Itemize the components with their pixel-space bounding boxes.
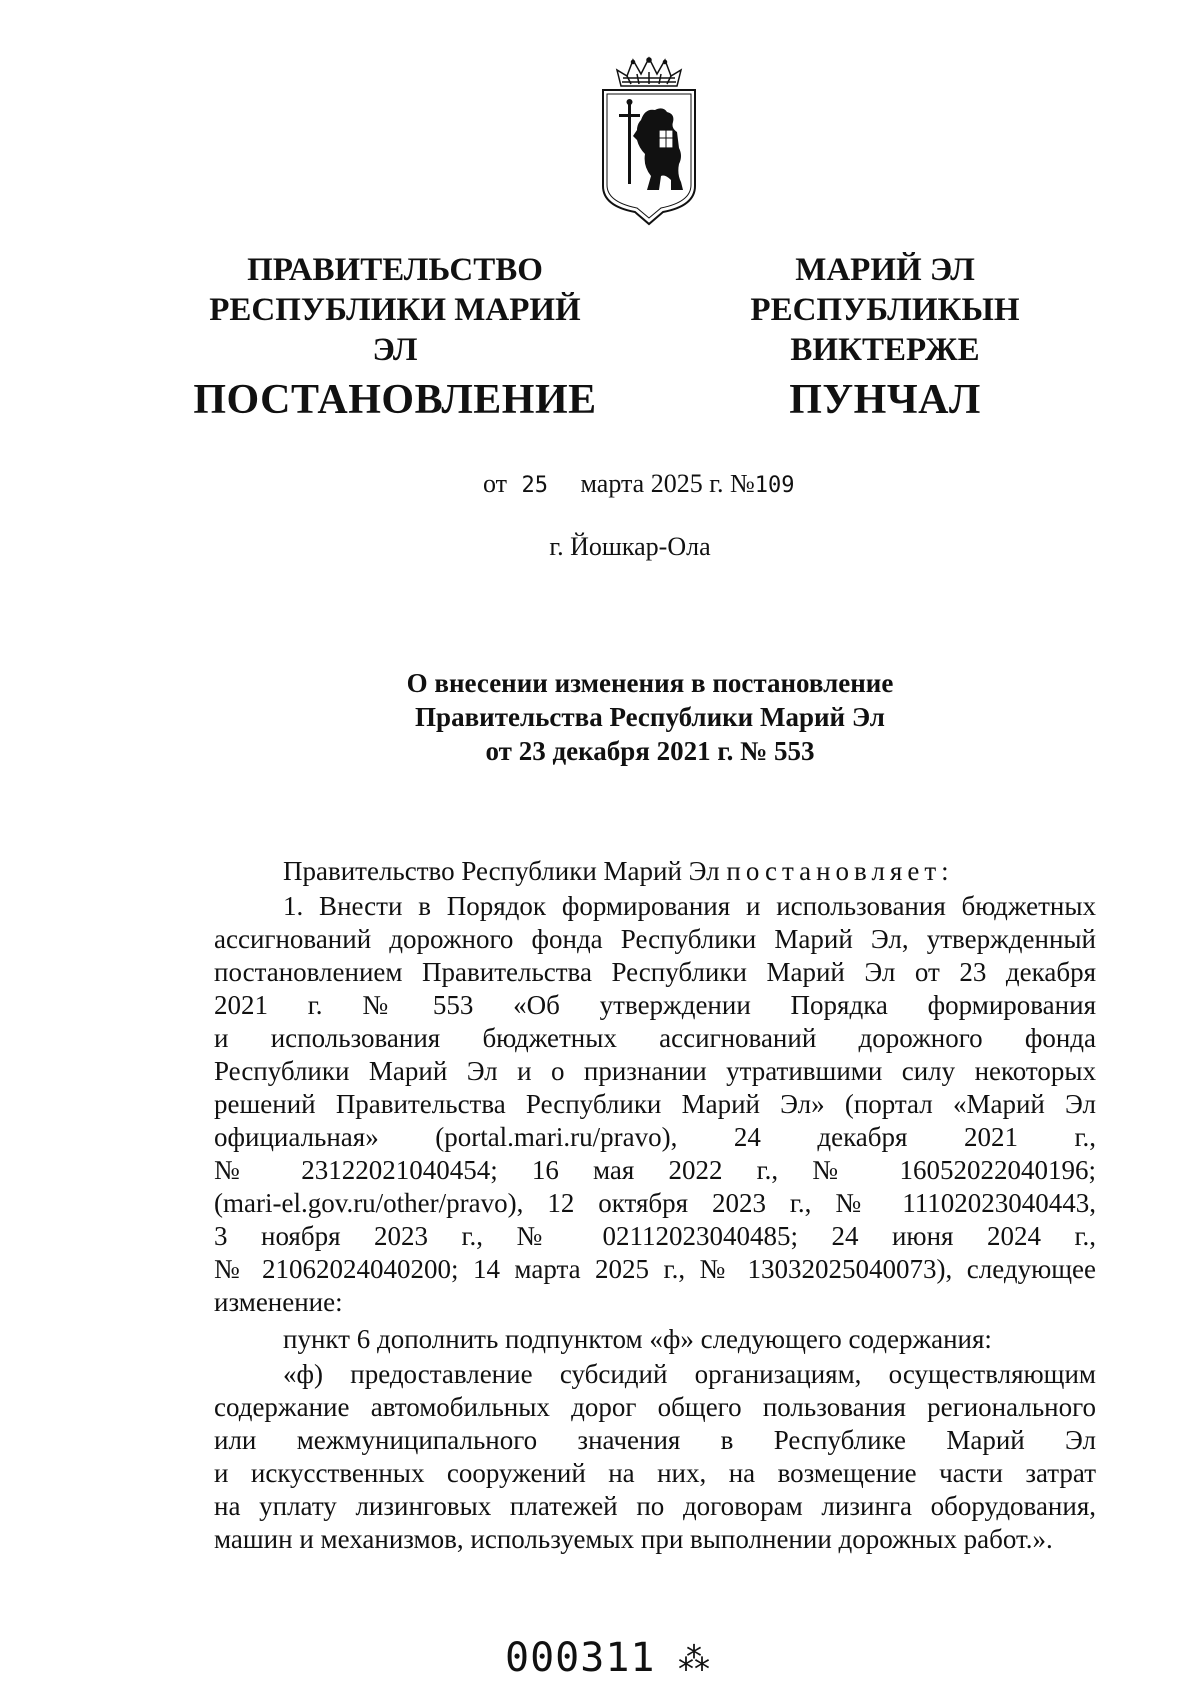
p1-last-line: изменение:	[214, 1287, 343, 1317]
date-day: 25	[521, 473, 549, 498]
p1-line: (mari-el.gov.ru/other/pravo), 12 октября 2023 г., № 11102023040443,	[214, 1188, 1096, 1218]
org-name-line2: РЕСПУБЛИКИ МАРИЙ ЭЛ	[209, 292, 581, 368]
p3-last-line: машин и механизмов, используемых при выполнении дорожных работ.».	[214, 1524, 1053, 1554]
p1-line: и использования бюджетных ассигнований дорожного фонда	[214, 1023, 1096, 1053]
p1-line: № 21062024040200; 14 марта 2025 г., № 13032025040073), следующее	[214, 1254, 1096, 1284]
doc-type-mari: ПУНЧАЛ	[789, 377, 981, 423]
title-line2: Правительства Республики Марий Эл	[415, 702, 885, 732]
title-line3: от 23 декабря 2021 г. № 553	[485, 736, 815, 766]
paragraph-2: пункт 6 дополнить подпунктом «ф» следующего содержания:	[283, 1324, 992, 1354]
header-left-block	[190, 250, 600, 423]
p1-line: 2021 г. № 553 «Об утверждении Порядка формирования	[214, 990, 1096, 1020]
intro-paragraph	[214, 855, 1096, 888]
p3-line: содержание автомобильных дорог общего пользования регионального	[214, 1392, 1096, 1422]
p1-line: Республики Марий Эл и о признании утратившими силу некоторых	[214, 1056, 1096, 1086]
p1-line: ассигнований дорожного фонда Республики Марий Эл, утвержденный	[214, 924, 1096, 954]
intro-verb: постановляет:	[726, 856, 954, 886]
p3-line: и искусственных сооружений на них, на возмещение части затрат	[214, 1458, 1096, 1488]
p3-line: на уплату лизинговых платежей по договорам лизинга оборудования,	[214, 1491, 1096, 1521]
document-date-line	[483, 469, 795, 499]
city-name: г. Йошкар-Ола	[549, 532, 711, 561]
doc-type-ru: ПОСТАНОВЛЕНИЕ	[193, 377, 597, 423]
date-prefix: от	[483, 469, 508, 498]
title-line1: О внесении изменения в постановление	[406, 668, 894, 698]
crown-icon	[617, 58, 681, 86]
p3-line: «ф) предоставление субсидий организациям, осуществляющим	[283, 1359, 1096, 1389]
org-name-mari-line1: МАРИЙ ЭЛ РЕСПУБЛИКЫН	[750, 252, 1020, 328]
serial-number: 000311	[505, 1635, 656, 1681]
org-name-mari-line2: ВИКТЕРЖЕ	[790, 332, 980, 368]
paragraph-1	[214, 890, 1096, 1319]
p1-line: постановлением Правительства Республики Марий Эл от 23 декабря	[214, 957, 1096, 987]
intro-text: Правительство Республики Марий Эл	[283, 856, 720, 886]
paragraph-3	[214, 1358, 1096, 1556]
header-right-block	[660, 250, 1110, 423]
p1-line: официальная» (portal.mari.ru/pravo), 24 декабря 2021 г.,	[214, 1122, 1096, 1152]
p1-line: 1. Внести в Порядок формирования и использования бюджетных	[283, 891, 1096, 921]
coat-of-arms-emblem	[593, 56, 705, 228]
p1-line: 3 ноября 2023 г., № 02112023040485; 24 июня 2024 г.,	[214, 1221, 1096, 1251]
document-body	[214, 855, 1096, 1556]
p1-line: № 23122021040454; 16 мая 2022 г., № 16052022040196;	[214, 1155, 1096, 1185]
document-number: 109	[754, 473, 795, 498]
serial-mark-icon: ⁂	[678, 1640, 710, 1678]
p1-line: решений Правительства Республики Марий Эл» (портал «Марий Эл	[214, 1089, 1096, 1119]
date-month-year: марта 2025 г. №	[580, 469, 755, 498]
document-title	[300, 666, 1000, 768]
org-name-line1: ПРАВИТЕЛЬСТВО	[247, 252, 543, 288]
p3-line: или межмуниципального значения в Республике Марий Эл	[214, 1425, 1096, 1455]
